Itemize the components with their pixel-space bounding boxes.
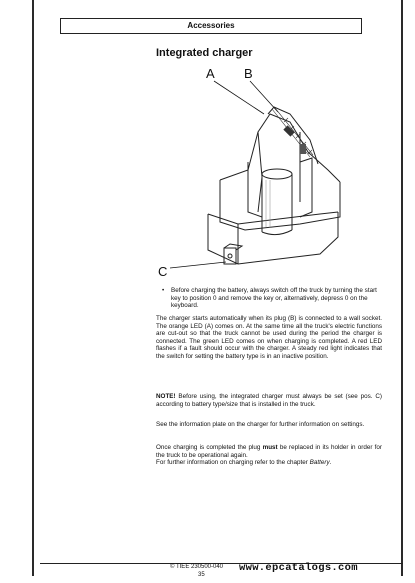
note-text: Before using, the integrated charger must always be set (see pos. C) according to battery type/size that is installed in the truck. <box>156 393 382 408</box>
bullet-text: Before charging the battery, always switch off the truck by turning the start key to position 0 and remove the key or, alternatively, depress 0 on the keyboard. <box>171 287 377 310</box>
paragraph-plug-replace <box>156 444 382 467</box>
callout-b: B <box>244 66 253 81</box>
page-frame-right <box>401 0 403 576</box>
paragraph-charger-start <box>156 315 382 361</box>
callout-a: A <box>206 66 215 81</box>
plug-text-a: Once charging is completed the plug <box>156 444 263 451</box>
page-frame-left <box>32 0 34 576</box>
paragraph-info-plate <box>156 421 382 429</box>
plug-text-strong: must <box>262 444 278 451</box>
paragraph-note <box>156 393 382 408</box>
document-code: © TIEE 230500-040 <box>170 564 224 570</box>
watermark: www.epcatalogs.com <box>239 562 358 574</box>
paragraph-text: See the information plate on the charger for further information on settings. <box>156 421 365 428</box>
paragraph-text: The charger starts automatically when its plug (B) is connected to a wall socket. The orange LED (A) comes on. At the same time all the truck's electric functions are cut-out so that the truck cannot be used during the period the charger is connected. The green LED comes on when charging is completed. A red LED flashes if a fault should occur with the charger. A steady red light indicates that the switch for setting the battery type is in an inactive position. <box>156 315 382 360</box>
note-label: NOTE! <box>156 393 176 400</box>
page-number: 35 <box>198 572 205 578</box>
section-header: Accessories <box>60 18 362 34</box>
page-title: Integrated charger <box>156 47 253 59</box>
safety-bullet <box>162 287 382 310</box>
further-info-text: For further information on charging refer to the chapter <box>156 459 310 467</box>
charger-illustration <box>150 62 360 290</box>
further-info-end: . <box>329 459 332 467</box>
callout-c: C <box>158 264 168 279</box>
battery-chapter-ref: Battery <box>309 459 330 467</box>
bullet-dot: • <box>162 287 165 294</box>
plug-text-b: be replaced in its holder in order for the truck to be operational again. <box>156 444 382 459</box>
